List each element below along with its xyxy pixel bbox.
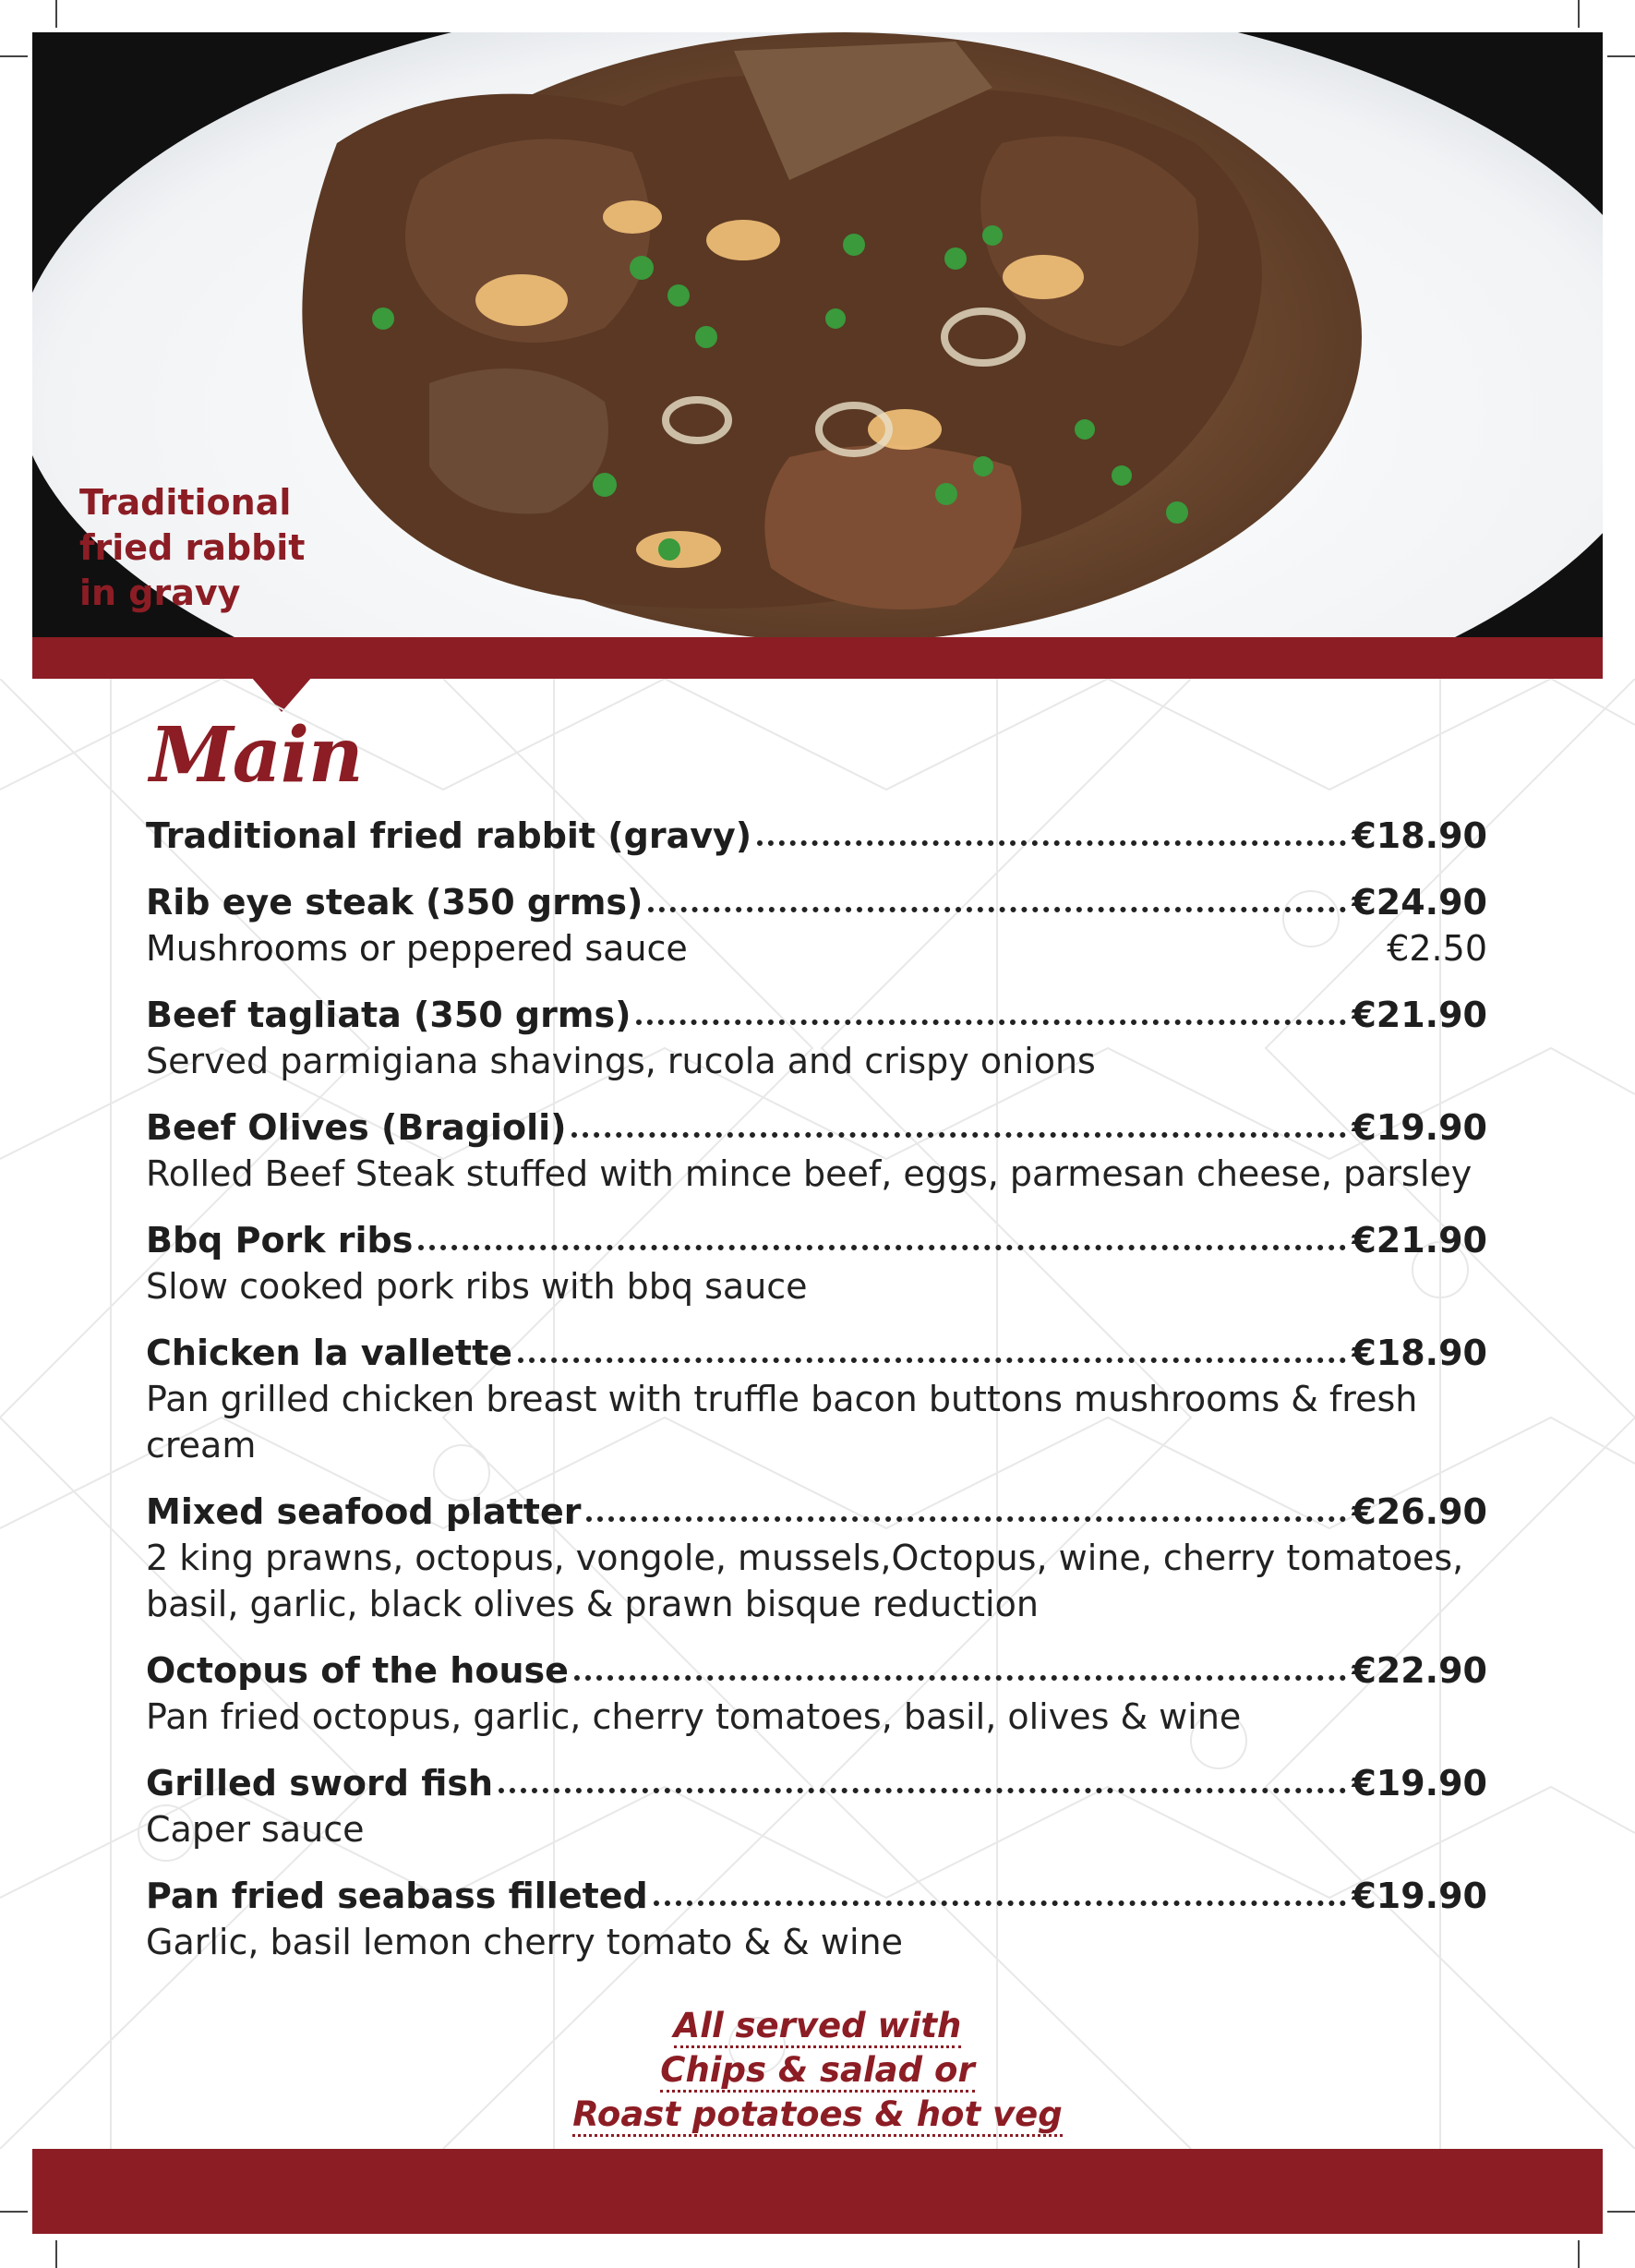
menu-item <box>146 879 1487 971</box>
item-price: €22.90 <box>1352 1650 1487 1691</box>
item-name: Grilled sword fish <box>146 1763 494 1804</box>
menu-item <box>146 1873 1487 1965</box>
crop-mark <box>1607 55 1635 57</box>
item-description: Caper sauce <box>146 1809 365 1850</box>
leader-dots <box>586 1516 1346 1522</box>
photo-caption-line: Traditional <box>79 482 292 523</box>
item-name: Bbq Pork ribs <box>146 1220 414 1261</box>
item-description: Served parmigiana shavings, rucola and crispy onions <box>146 1041 1096 1081</box>
served-with-line: All served with <box>674 2006 962 2048</box>
leader-dots <box>648 907 1346 912</box>
item-price: €19.90 <box>1352 1876 1487 1916</box>
photo-caption <box>79 480 305 616</box>
item-name: Traditional fried rabbit (gravy) <box>146 815 752 856</box>
leader-dots <box>636 1019 1346 1025</box>
item-description: Garlic, basil lemon cherry tomato & & wine <box>146 1922 903 1962</box>
item-name: Rib eye steak (350 grms) <box>146 882 643 923</box>
menu-item <box>146 813 1487 859</box>
item-price: €18.90 <box>1352 1333 1487 1373</box>
served-with-note <box>0 2004 1635 2137</box>
photo-caption-line: fried rabbit <box>79 527 306 568</box>
leader-dots <box>499 1788 1346 1793</box>
item-name: Beef Olives (Bragioli) <box>146 1107 567 1148</box>
header-band <box>32 637 1603 679</box>
item-price: €18.90 <box>1352 815 1487 856</box>
item-name: Beef tagliata (350 grms) <box>146 995 631 1035</box>
item-extra-price: €2.50 <box>1387 928 1487 969</box>
leader-dots <box>518 1357 1346 1363</box>
item-description: Pan grilled chicken breast with truffle bacon buttons mushrooms & fresh <box>146 1379 1418 1419</box>
item-price: €19.90 <box>1352 1107 1487 1148</box>
item-name: Chicken la vallette <box>146 1333 513 1373</box>
leader-dots <box>418 1245 1346 1250</box>
served-with-line: Chips & salad or <box>660 2050 974 2093</box>
item-description: 2 king prawns, octopus, vongole, mussels,Octopus, wine, cherry tomatoes, <box>146 1538 1464 1578</box>
item-price: €21.90 <box>1352 995 1487 1035</box>
photo-caption-line: in gravy <box>79 573 241 613</box>
menu-item <box>146 992 1487 1084</box>
crop-mark <box>1578 0 1580 28</box>
item-description: Slow cooked pork ribs with bbq sauce <box>146 1266 808 1307</box>
menu-item <box>146 1104 1487 1197</box>
leader-dots <box>571 1132 1346 1138</box>
crop-mark <box>55 0 57 28</box>
menu-list <box>146 813 1487 1985</box>
item-name: Pan fried seabass filleted <box>146 1876 648 1916</box>
item-price: €21.90 <box>1352 1220 1487 1261</box>
leader-dots <box>757 840 1346 846</box>
item-description: cream <box>146 1425 257 1466</box>
menu-item <box>146 1647 1487 1740</box>
leader-dots <box>574 1675 1346 1681</box>
crop-mark <box>1607 2211 1635 2213</box>
item-price: €26.90 <box>1352 1491 1487 1532</box>
menu-item <box>146 1489 1487 1627</box>
item-name: Mixed seafood platter <box>146 1491 582 1532</box>
section-heading: Main <box>150 711 363 800</box>
menu-item <box>146 1760 1487 1852</box>
crop-mark <box>55 2240 57 2268</box>
item-description: Rolled Beef Steak stuffed with mince beef, eggs, parmesan cheese, parsley <box>146 1153 1473 1194</box>
item-description: basil, garlic, black olives & prawn bisque reduction <box>146 1584 1039 1624</box>
item-description: Pan fried octopus, garlic, cherry tomatoes, basil, olives & wine <box>146 1696 1242 1737</box>
crop-mark <box>1578 2240 1580 2268</box>
item-extra: Mushrooms or peppered sauce <box>146 928 688 969</box>
leader-dots <box>654 1900 1347 1906</box>
menu-item <box>146 1330 1487 1468</box>
crop-mark <box>0 2211 28 2213</box>
item-price: €19.90 <box>1352 1763 1487 1804</box>
crop-mark <box>0 55 28 57</box>
footer-band <box>32 2149 1603 2234</box>
menu-item <box>146 1217 1487 1309</box>
item-price: €24.90 <box>1352 882 1487 923</box>
served-with-line: Roast potatoes & hot veg <box>572 2094 1062 2137</box>
item-name: Octopus of the house <box>146 1650 569 1691</box>
